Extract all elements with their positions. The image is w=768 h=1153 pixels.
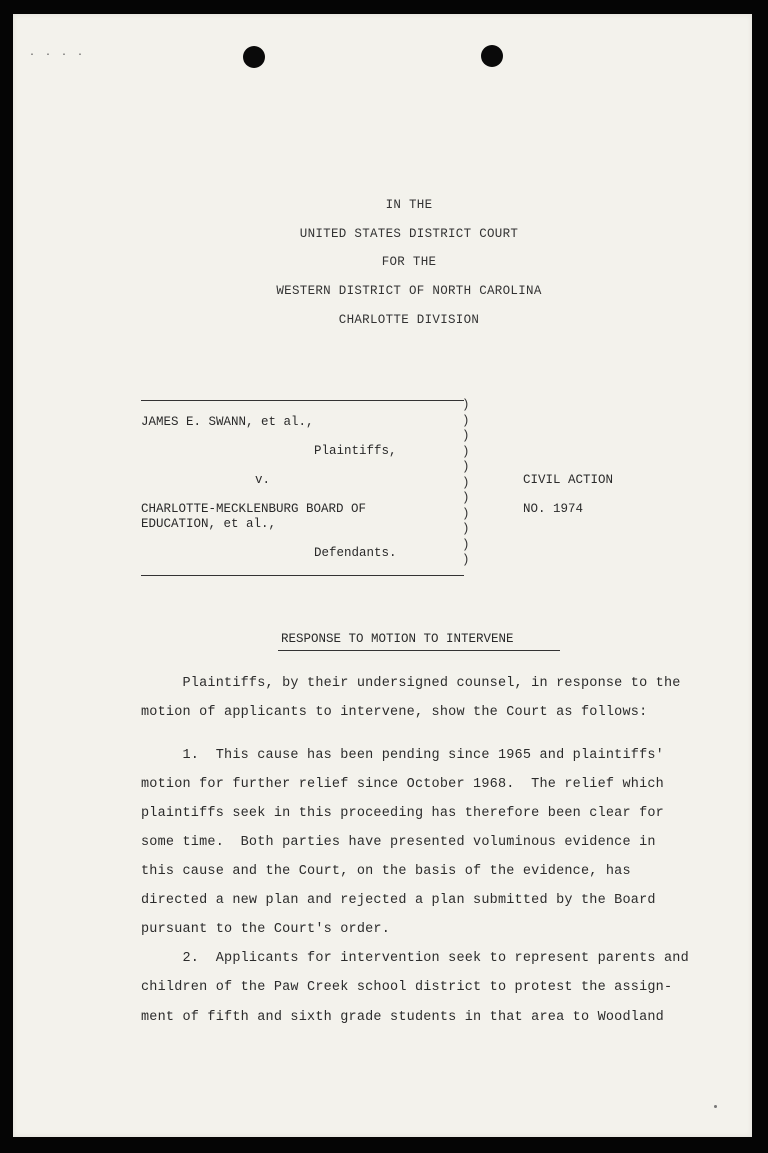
paper-speck	[714, 1105, 717, 1108]
punch-hole-left	[243, 46, 265, 68]
caption-paren-column: ) ) ) ) ) ) ) ) ) ) )	[462, 398, 470, 567]
punch-hole-right	[481, 45, 503, 67]
body-line: children of the Paw Creek school district to protest the assign-	[141, 980, 673, 995]
body-line: 2. Applicants for intervention seek to represent parents and	[141, 951, 689, 966]
caption-top-rule	[141, 400, 464, 401]
body-line: this cause and the Court, on the basis of the evidence, has	[141, 864, 631, 879]
body-line: 1. This cause has been pending since 1965 and plaintiffs'	[141, 748, 664, 763]
header-line-in-the: IN THE	[385, 198, 433, 212]
body-line: motion for further relief since October 1968. The relief which	[141, 777, 664, 792]
header-line-for-the: FOR THE	[381, 255, 437, 269]
header-line-court: UNITED STATES DISTRICT COURT	[299, 227, 519, 241]
body-line: plaintiffs seek in this proceeding has therefore been clear for	[141, 806, 664, 821]
body-line: some time. Both parties have presented voluminous evidence in	[141, 835, 656, 850]
defendant-role: Defendants.	[314, 546, 397, 560]
body-line: Plaintiffs, by their undersigned counsel, in response to the	[141, 676, 681, 691]
caption-bottom-rule	[141, 575, 464, 576]
defendant-name-line2: EDUCATION, et al.,	[141, 517, 277, 531]
margin-mark: . . . .	[29, 48, 86, 59]
header-line-division: CHARLOTTE DIVISION	[338, 313, 480, 327]
case-number: NO. 1974	[523, 502, 584, 516]
body-line: motion of applicants to intervene, show the Court as follows:	[141, 705, 648, 720]
plaintiff-name: JAMES E. SWANN, et al.,	[141, 415, 314, 429]
header-line-district: WESTERN DISTRICT OF NORTH CAROLINA	[276, 284, 542, 298]
defendant-name-line1: CHARLOTTE-MECKLENBURG BOARD OF	[141, 502, 367, 516]
title-underline	[278, 650, 560, 651]
plaintiff-role: Plaintiffs,	[314, 444, 397, 458]
body-line: pursuant to the Court's order.	[141, 922, 391, 937]
case-type: CIVIL ACTION	[523, 473, 614, 487]
body-line: directed a new plan and rejected a plan submitted by the Board	[141, 893, 656, 908]
versus-label: v.	[255, 473, 271, 487]
document-title: RESPONSE TO MOTION TO INTERVENE	[281, 632, 514, 646]
body-line: ment of fifth and sixth grade students in that area to Woodland	[141, 1010, 664, 1025]
